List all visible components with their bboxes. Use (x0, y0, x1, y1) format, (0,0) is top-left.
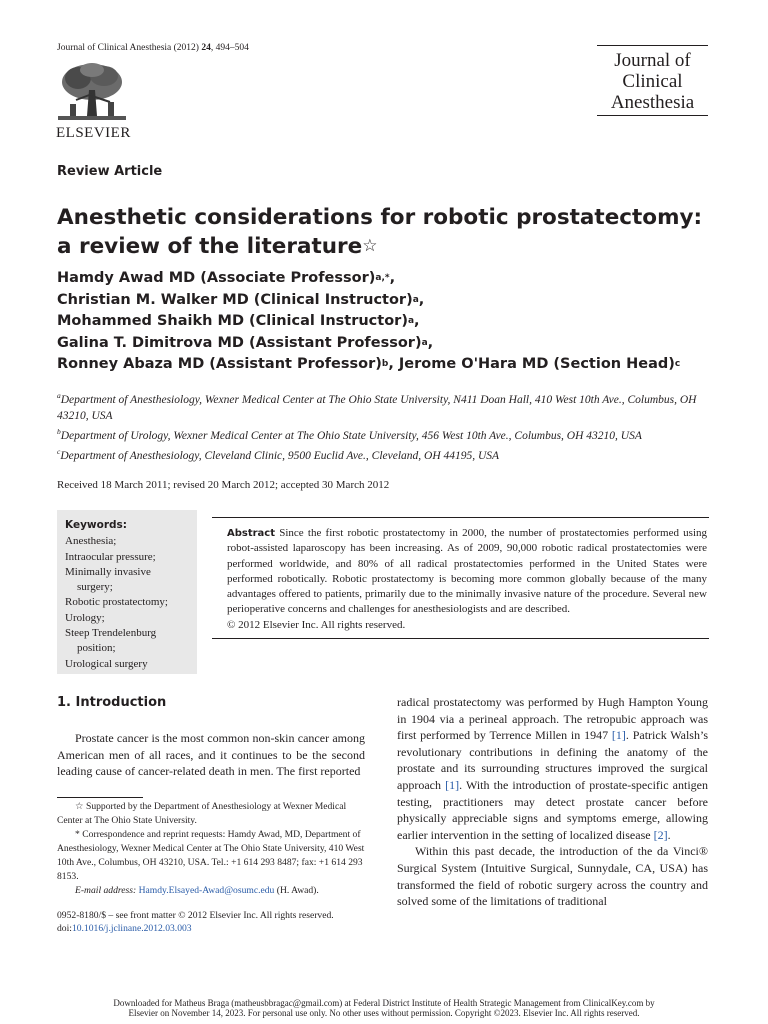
author-list (57, 268, 737, 376)
affiliation-marker: c (57, 446, 61, 456)
body-paragraph: Within this past decade, the introduction of the da Vinci® Surgical System (Intuitive Surgical, Sunnydale, CA, USA) has transformed the field of robotic surgery across the country and solved some of the limitations of traditional (397, 844, 708, 909)
journal-name-line: Anesthesia (610, 92, 695, 113)
abstract (227, 526, 707, 633)
affiliation-item (57, 444, 717, 464)
author-separator: , (427, 334, 434, 351)
author-affiliation-marker[interactable]: a (421, 337, 428, 348)
author-separator: , (389, 270, 396, 286)
article-type: Review Article (57, 164, 163, 179)
introduction-left-column (57, 730, 365, 780)
keyword-item (65, 626, 197, 657)
elsevier-tree-logo (56, 60, 128, 124)
author-entry (57, 311, 737, 333)
abstract-top-rule (212, 517, 709, 518)
journal-citation (57, 43, 249, 53)
abstract-bottom-rule (212, 638, 709, 639)
keyword-text: Anesthesia; (65, 535, 117, 548)
keyword-item (65, 565, 197, 596)
author-entry (57, 354, 737, 376)
keywords-title: Keywords: (65, 519, 127, 531)
affiliation-list (57, 388, 717, 463)
email-tail: (H. Awad). (274, 885, 319, 896)
doi-label: doi: (57, 923, 72, 934)
citation-pages: , 494–504 (210, 43, 249, 53)
reference-link[interactable]: [1] (611, 728, 626, 743)
author-name: Mohammed Shaikh MD (Clinical Instructor) (57, 313, 408, 329)
footnotes (57, 800, 365, 898)
body-paragraph (397, 694, 708, 843)
title-line-2: a review of the literature (57, 234, 363, 259)
abstract-copyright: © 2012 Elsevier Inc. All rights reserved. (227, 618, 406, 631)
download-notice-line: Elsevier on November 14, 2023. For personal use only. No other uses without permission. Copyright ©2023. Elsevier Inc. All rights reserved. (128, 1008, 640, 1018)
body-text: . (667, 827, 671, 842)
title-footnote-star-icon[interactable]: ☆ (362, 236, 378, 256)
keyword-item (65, 550, 197, 565)
body-text: . With the introduction of prostate-specific antigen testing, practitioners may detect prostate cancer before physically appreciable signs and symptoms emerge, allowing earlier intervention in the setting of localized disease (397, 777, 708, 842)
author-name: Jerome O'Hara MD (Section Head) (398, 356, 675, 372)
keywords-box (57, 510, 197, 674)
affiliation-item (57, 424, 717, 444)
reference-link[interactable]: [2] (653, 827, 668, 842)
author-name: Hamdy Awad MD (Associate Professor) (57, 270, 376, 286)
citation-journal: Journal of Clinical Anesthesia (2012) (57, 43, 199, 53)
keyword-item (65, 611, 197, 626)
keyword-continuation: position; (77, 642, 116, 655)
body-text: radical prostatectomy was performed by Hugh Hampton Young in 1904 via a perineal approach. The retropubic approach was first performed by Terrence Millen in 1947 (397, 695, 708, 743)
affiliation-text: Department of Anesthesiology, Cleveland Clinic, 9500 Euclid Ave., Cleveland, OH 44195, USA (60, 449, 500, 462)
author-separator: , (418, 291, 425, 308)
issn-block (57, 909, 365, 935)
body-text: . Patrick Walsh’s revolutionary contributions in defining the anatomy of the prostate and its surrounding structures improved the surgical approach (397, 728, 708, 792)
author-affiliation-marker[interactable]: a (407, 316, 415, 326)
keyword-text: Minimally invasive (65, 565, 151, 578)
keyword-item (65, 657, 197, 672)
keyword-text: Robotic prostatectomy; (65, 596, 168, 609)
author-separator: , (388, 356, 399, 372)
footnote-rule (57, 797, 143, 798)
introduction-right-column (397, 694, 708, 910)
affiliation-marker: a (57, 391, 61, 400)
section-heading-introduction: 1. Introduction (57, 695, 167, 710)
author-affiliation-marker[interactable]: a,* (375, 273, 390, 283)
keyword-text: Urology; (65, 611, 105, 624)
citation-volume: 24 (201, 43, 211, 53)
abstract-text: Since the first robotic prostatectomy in 2000, the number of prostatectomies performed using robot-assisted laparoscopy has been increasing. As of 2009, 90,000 robotic radical prostatectomies were performed worldwide, and 80% of all radical prostatectomies performed in the United States were performed robotically. Robotic prostatectomy is becoming more common globally because of the many advantages offered to patients, primarily due to the minimally invasive nature of the procedure. Several new perioperative concerns and challenges for anesthesiologists and are described. (227, 527, 707, 616)
keyword-item (65, 595, 197, 610)
doi-link[interactable]: 10.1016/j.jclinane.2012.03.003 (71, 923, 192, 934)
reference-link[interactable]: [1] (445, 777, 460, 792)
abstract-label: Abstract (227, 528, 276, 539)
issn-line: 0952-8180/$ – see front matter © 2012 Elsevier Inc. All rights reserved. (57, 910, 334, 921)
journal-name-line: Clinical (622, 71, 683, 92)
keyword-item (65, 534, 197, 549)
affiliation-text: Department of Urology, Wexner Medical Center at The Ohio State University, 456 West 10th Ave., Columbus, OH 43210, USA (60, 429, 642, 442)
author-entry (57, 290, 737, 312)
email-footnote (57, 884, 365, 898)
author-entry (57, 333, 737, 355)
author-affiliation-marker[interactable]: b (381, 359, 389, 369)
keyword-continuation: surgery; (77, 581, 113, 594)
email-link[interactable]: Hamdy.Elsayed-Awad@osumc.edu (138, 885, 275, 896)
affiliation-text: Department of Anesthesiology, Wexner Medical Center at The Ohio State University, N411 Doan Hall, 410 West 10th Ave., Columbus, OH 43210, USA (57, 393, 697, 422)
keyword-text: Steep Trendelenburg (65, 627, 157, 640)
author-name: Ronney Abaza MD (Assistant Professor) (57, 356, 382, 372)
journal-name-logo (597, 45, 708, 116)
email-label: E-mail address: (75, 885, 137, 896)
author-name: Galina T. Dimitrova MD (Assistant Professor) (57, 334, 422, 351)
author-separator: , (414, 313, 420, 329)
author-name: Christian M. Walker MD (Clinical Instructor) (57, 291, 413, 308)
affiliation-marker: b (57, 426, 61, 436)
affiliation-item (57, 388, 717, 424)
publisher-name: ELSEVIER (56, 125, 131, 141)
download-notice (60, 998, 708, 1018)
article-title (57, 203, 707, 261)
author-affiliation-marker[interactable]: a (412, 294, 419, 305)
journal-name-line: Journal of (614, 50, 691, 71)
download-notice-line: Downloaded for Matheus Braga (matheusbbragac@gmail.com) at Federal District Institute of Health Strategic Management from ClinicalKey.com by (113, 998, 655, 1008)
keyword-text: Intraocular pressure; (65, 550, 156, 563)
body-paragraph: Prostate cancer is the most common non-skin cancer among American men of all races, and it continues to be the second leading cause of cancer-related death in men. The first reported (57, 731, 365, 778)
funding-footnote: ☆ Supported by the Department of Anesthesiology at Wexner Medical Center at The Ohio State University. (57, 801, 347, 826)
correspondence-text: * Correspondence and reprint requests: Hamdy Awad, MD, Department of Anesthesiology, Wexner Medical Center at The Ohio State University, 410 West 10th Ave., Columbus, OH 43210, USA. Tel.: +1 614 293 8487; fax: +1 614 293 8153. (57, 829, 365, 882)
keyword-text: Urological surgery (65, 657, 148, 670)
received-dates: Received 18 March 2011; revised 20 March 2012; accepted 30 March 2012 (57, 479, 390, 491)
correspondence-footnote (57, 828, 365, 884)
author-entry (57, 268, 737, 290)
author-affiliation-marker[interactable]: c (674, 359, 681, 369)
title-line-1: Anesthetic considerations for robotic prostatectomy: (57, 205, 703, 230)
